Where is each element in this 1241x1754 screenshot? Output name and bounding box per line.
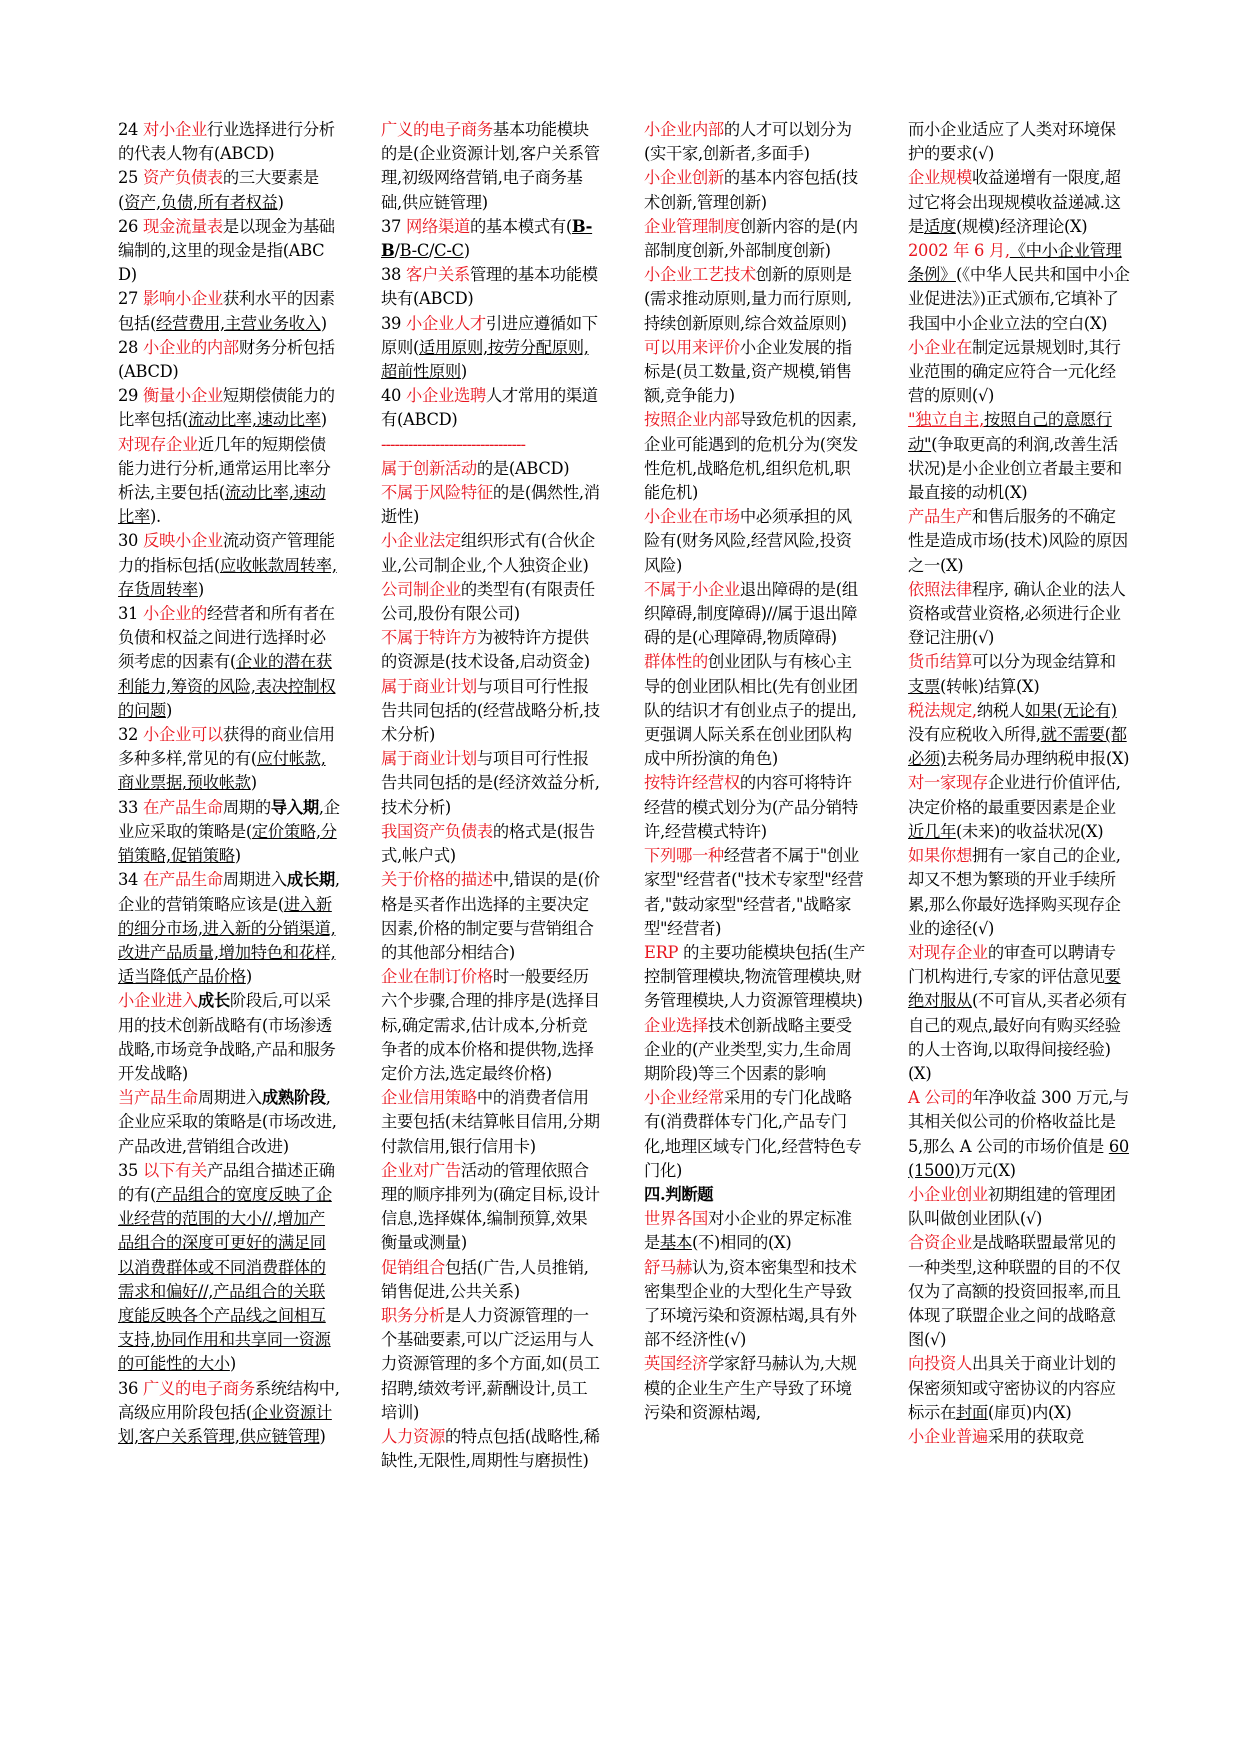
- text-run: 属于创新活动: [381, 458, 477, 478]
- text-run: 对一家现存: [908, 773, 988, 793]
- text-run: 成长: [197, 991, 230, 1011]
- text-run: ,企业应采取的策略是(: [118, 797, 340, 841]
- paragraph: [908, 118, 1130, 166]
- text-run: 小企业工艺技术: [644, 265, 756, 285]
- text-run: 小企业的内部: [143, 337, 239, 357]
- text-run: (不)相同的(X): [691, 1233, 792, 1253]
- text-run: 2002 年 6 月,: [908, 241, 1010, 261]
- text-run: 对现存企业: [908, 942, 988, 962]
- text-run: 引进应遵循如下原则(: [381, 313, 598, 357]
- text-run: 不属于小企业: [644, 579, 740, 599]
- paragraph: [381, 1304, 603, 1425]
- text-run: 舒马赫: [644, 1257, 692, 1277]
- text-run: 广义的电子商务: [381, 120, 493, 139]
- paragraph: [644, 215, 866, 263]
- text-run: 小企业发展的指标是(员工数量,资产规模,销售额,竞争能力): [644, 337, 852, 406]
- paragraph: [381, 1159, 603, 1256]
- text-run: 应付帐款,商业票据,预收帐款: [118, 749, 326, 793]
- text-run: 36: [118, 1378, 143, 1398]
- text-run: 支票: [908, 676, 940, 696]
- paragraph: [644, 1086, 866, 1183]
- paragraph: [908, 1425, 1130, 1449]
- text-run: 按特许经营权: [644, 773, 740, 793]
- text-run: 导入期: [270, 797, 319, 817]
- text-run: 经营者不属于"创业家型"经营者("技术专家型"经营者,"鼓动家型"经营者,"战略家型"经营者): [644, 846, 864, 938]
- text-run: 的基本内容包括(技术创新,管理创新): [644, 168, 858, 212]
- text-run: 技术创新战略主要受企业的(产业类型,实力,生命周期阶段)等三个因素的影响: [644, 1015, 852, 1083]
- text-run: 小企业法定: [381, 531, 461, 551]
- text-run: 就不需要(都必须): [908, 725, 1127, 769]
- text-run: 拥有一家自己的企业,却又不想为繁琐的开业手续所累,那么你最好选择购买现存企业的途径(√): [908, 846, 1121, 938]
- text-run: 小企业进入: [118, 991, 198, 1011]
- text-run: ): [165, 700, 173, 720]
- text-run: 促销组合: [381, 1257, 445, 1277]
- text-run: 短期偿债能力的比率包括(: [118, 386, 335, 430]
- text-run: /: [394, 241, 400, 261]
- paragraph: [908, 650, 1130, 698]
- text-run: 是以现金为基础编制的,这里的现金是指(ABCD): [118, 216, 335, 285]
- text-run: 企业资源计划,客户关系管理,供应链管理: [118, 1402, 332, 1446]
- text-run: 的格式是(报告式,帐户式): [381, 821, 595, 866]
- paragraph: [118, 433, 340, 530]
- text-run: 40: [381, 386, 406, 406]
- text-run: 应收帐款周转率,存货周转率: [118, 555, 337, 599]
- paragraph: [118, 529, 340, 602]
- paragraph: [381, 481, 603, 529]
- text-run: ,企业的营销策略应该是(: [118, 870, 340, 914]
- text-column-1: [118, 118, 340, 1449]
- text-run: 的是(ABCD): [476, 458, 570, 478]
- text-run: 反映小企业: [143, 531, 223, 551]
- text-run: (争取更高的利润,改善生活状况)是小企业创立者最主要和最直接的动机(X): [908, 434, 1122, 503]
- paragraph: [644, 1014, 866, 1087]
- text-run: 流动资产管理能力的指标包括(: [118, 531, 335, 575]
- text-run: 属于商业计划: [381, 749, 477, 769]
- document-page: [118, 118, 1138, 1678]
- text-run: ): [320, 313, 327, 333]
- text-run: 职务分析: [381, 1305, 445, 1325]
- text-run: 的内容可将特许经营的模式划分为(产品分销特许,经营模式特许): [644, 773, 858, 841]
- text-run: 企业管理制度: [644, 216, 740, 236]
- paragraph: [908, 166, 1130, 239]
- paragraph: [118, 287, 340, 335]
- text-run: 基本: [659, 1233, 692, 1253]
- text-run: 周期进入: [222, 870, 287, 890]
- text-run: 31: [118, 604, 143, 624]
- paragraph: [644, 408, 866, 505]
- text-run: 去税务局办理纳税申报(X): [946, 749, 1130, 769]
- text-run: 企业在制订价格: [381, 967, 493, 987]
- text-run: 小企业创业: [908, 1184, 988, 1204]
- paragraph: [118, 215, 340, 288]
- paragraph: [381, 312, 603, 385]
- text-run: ): [319, 1426, 326, 1446]
- text-run: (扉页)内(X): [987, 1402, 1072, 1422]
- paragraph: [381, 675, 603, 748]
- text-run: C-C: [434, 241, 464, 261]
- text-run: 封面: [955, 1402, 988, 1422]
- text-run: 周期的: [222, 797, 271, 817]
- text-run: 近几年: [908, 821, 956, 841]
- text-run: 认为,资本密集型和技术密集型企业的大型化生产导致了环境污染和资源枯竭,具有外部不经济性(√): [644, 1257, 857, 1350]
- text-run: 我国资产负债表: [381, 821, 493, 841]
- text-run: 当产品生命: [118, 1088, 198, 1108]
- text-run: 合资企业: [908, 1233, 972, 1253]
- text-run: ): [250, 773, 257, 793]
- paragraph: [644, 166, 866, 214]
- paragraph: [118, 118, 340, 166]
- paragraph: [644, 578, 866, 651]
- paragraph: [381, 626, 603, 674]
- text-run: 企业进行价值评估,决定价格的最重要因素是企业: [908, 773, 1121, 817]
- paragraph: [381, 529, 603, 577]
- paragraph: [644, 118, 866, 166]
- text-run: 阶段后,可以采用的技术创新战略有(市场渗透战略,市场竞争战略,产品和服务开发战略): [118, 991, 336, 1083]
- paragraph: [118, 166, 340, 214]
- text-run: 小企业创新: [644, 168, 724, 188]
- paragraph: [118, 384, 340, 432]
- text-run: 税法规定,: [908, 700, 977, 720]
- text-run: 财务分析包括(ABCD): [118, 337, 335, 382]
- paragraph: [908, 505, 1130, 578]
- text-run: 近几年的短期偿债能力进行分析,通常运用比率分析法,主要包括(: [118, 434, 331, 503]
- text-run: 依照法律: [908, 579, 972, 599]
- paragraph: [381, 965, 603, 1086]
- text-run: ): [320, 410, 327, 430]
- paragraph: [381, 578, 603, 626]
- text-run: 学家舒马赫认为,大规模的企业生产生产导致了环境污染和资源枯竭,: [644, 1354, 857, 1422]
- text-run: 中必须承担的风险有(财务风险,经营风险,投资风险): [644, 507, 852, 575]
- text-run: 出具关于商业计划的保密须知或守密协议的内容应标示在: [908, 1354, 1116, 1422]
- text-run: 企业信用策略: [381, 1088, 477, 1108]
- text-run: 27: [118, 289, 143, 309]
- text-run: 小企业内部: [644, 120, 724, 139]
- paragraph: [908, 771, 1130, 844]
- paragraph: [118, 796, 340, 869]
- text-run: 世界各国: [644, 1209, 708, 1229]
- text-run: 24: [118, 120, 143, 139]
- paragraph: [908, 408, 1130, 505]
- text-run: 现金流量表: [143, 216, 223, 236]
- text-run: 的人才可以划分为(实干家,创新者,多面手): [644, 120, 852, 164]
- text-run: 如果(无论有): [1024, 700, 1117, 720]
- text-column-3: [644, 118, 866, 1425]
- text-run: 关于价格的描述: [381, 870, 493, 890]
- paragraph: [381, 1425, 603, 1473]
- paragraph: [644, 941, 866, 1014]
- text-run: 适度: [923, 216, 956, 236]
- paragraph: [644, 336, 866, 409]
- text-run: ): [460, 362, 467, 382]
- text-run: 的基本模式有(: [469, 216, 572, 236]
- text-run: 产品生产: [908, 507, 972, 527]
- text-run: 的类型有(有限责任公司,股份有限公司): [381, 579, 595, 624]
- text-run: 小企业的: [143, 604, 207, 624]
- text-run: 29: [118, 386, 143, 406]
- paragraph: [908, 1352, 1130, 1425]
- text-run: 四.判断题: [644, 1184, 714, 1204]
- text-run: 26: [118, 216, 143, 236]
- text-run: (未来)的收益状况(X): [955, 821, 1104, 841]
- text-run: 企业选择: [644, 1015, 708, 1035]
- text-run: 进入新的细分市场,进入新的分销渠道,改进产品质量,增加特色和花样,适当降低产品价格: [118, 894, 336, 987]
- paragraph: [118, 1159, 340, 1377]
- text-run: 小企业在市场: [644, 507, 740, 527]
- text-run: (《中华人民共和国中小企业促进法》)正式颁布,它填补了我国中小企业立法的空白(X): [908, 265, 1130, 333]
- text-run: 活动的管理依照合理的顺序排列为(确定目标,设计信息,选择媒体,编制预算,效果衡量或测量): [381, 1160, 600, 1253]
- text-run: 以下有关: [143, 1160, 207, 1180]
- paragraph: [908, 941, 1130, 1086]
- text-run: 37: [381, 216, 406, 236]
- text-run: 属于商业计划: [381, 676, 477, 696]
- text-run: 客户关系: [406, 265, 470, 285]
- text-run: 小企业普遍: [908, 1426, 988, 1446]
- paragraph: [381, 215, 603, 263]
- text-run: 对小企业的界定标准是: [644, 1209, 852, 1253]
- text-run: 行业选择进行分析的代表人物有(ABCD): [118, 120, 335, 164]
- paragraph: [381, 433, 603, 457]
- text-run: 包括(广告,人员推销,销售促进,公共关系): [381, 1257, 589, 1301]
- text-run: 经营者和所有者在负债和权益之间进行选择时必须考虑的因素有(: [118, 604, 335, 672]
- text-run: 纳税人: [976, 700, 1025, 720]
- text-run: 年净收益 300 万元,与其相关似公司的价格收益比是 5,那么 A 公司的市场价值是: [908, 1088, 1129, 1156]
- text-run: 28: [118, 337, 143, 357]
- text-run: 程序, 确认企业的法人资格或营业资格,必须进行企业登记注册(√): [908, 579, 1126, 648]
- text-run: 收益递增有一限度,超过它将会出现规模收益递减.这是: [908, 168, 1121, 236]
- text-run: 资产,负债,所有者权益: [124, 192, 278, 212]
- text-run: B-B: [381, 216, 593, 261]
- text-run: 企业的潜在获利能力,筹资的风险,表决控制权的问题: [118, 652, 336, 720]
- text-run: 基本功能模块的是(企业资源计划,客户关系管理,初级网络营销,电子商务基础,供应链管理): [381, 120, 600, 212]
- text-run: 下列哪一种: [644, 846, 724, 866]
- paragraph: [381, 820, 603, 868]
- paragraph: [381, 747, 603, 820]
- text-run: 《中小企业管理条例》: [908, 241, 1122, 285]
- text-run: 广义的电子商务: [143, 1378, 255, 1398]
- text-run: B-C: [399, 241, 429, 261]
- text-run: 时一般要经历六个步骤,合理的排序是(选择目标,确定需求,估计成本,分析竞争者的成本价格和提供物,选择定价方法,选定最终价格): [381, 967, 600, 1083]
- text-run: 的是(偶然性,消逝性): [381, 483, 600, 527]
- text-run: ): [463, 241, 470, 261]
- text-run: 的主要功能模块包括(生产控制管理模块,物流管理模块,财务管理模块,人力资源管理模块): [644, 942, 865, 1011]
- text-column-2: [381, 118, 603, 1473]
- text-run: 25: [118, 168, 143, 188]
- text-run: 对小企业: [143, 120, 207, 139]
- paragraph: [644, 1352, 866, 1425]
- text-column-4: [908, 118, 1130, 1449]
- text-run: 公司制企业: [381, 579, 461, 599]
- text-run: 的审查可以聘请专门机构进行,专家的评估意见: [908, 942, 1116, 987]
- text-run: 可以分为现金结算和: [971, 652, 1116, 672]
- text-run: 要绝对服从: [908, 967, 1121, 1011]
- paragraph: [908, 1231, 1130, 1352]
- text-run: 与项目可行性报告共同包括的是(经济效益分析,技术分析): [381, 749, 600, 817]
- text-run: 30: [118, 531, 143, 551]
- text-run: 货币结算: [908, 652, 972, 672]
- text-run: (不可盲从,买者必须有自己的观点,最好向有购买经验的人士咨询,以取得间接经验)(X): [908, 991, 1127, 1083]
- text-run: ): [229, 1354, 236, 1374]
- text-run: 资产负债表: [143, 168, 223, 188]
- text-run: /: [428, 241, 435, 261]
- paragraph: [118, 602, 340, 723]
- paragraph: [381, 384, 603, 432]
- text-run: A 公司的: [908, 1088, 973, 1108]
- text-run: 网络渠道: [406, 216, 470, 236]
- text-run: 与项目可行性报告共同包括的(经营战略分析,技术分析): [381, 676, 600, 745]
- text-run: 流动比率,速动比率: [118, 483, 326, 527]
- paragraph: [908, 844, 1130, 941]
- text-run: (规模)经济理论(X): [955, 216, 1088, 236]
- text-run: 成熟阶段: [261, 1088, 326, 1108]
- text-run: 小企业在: [908, 337, 972, 357]
- text-run: 周期进入: [197, 1088, 262, 1108]
- text-run: 按照企业内部: [644, 410, 740, 430]
- paragraph: [118, 1377, 340, 1450]
- text-run: 成长期: [286, 870, 335, 890]
- text-run: 不属于特许方: [381, 628, 477, 648]
- text-run: 定价策略,分销策略,促销策略: [118, 821, 337, 866]
- text-run: 群体性的: [644, 652, 708, 672]
- text-run: 没有应税收入所得,: [908, 725, 1041, 745]
- paragraph: [381, 1086, 603, 1159]
- text-run: 管理的基本功能模块有(ABCD): [381, 265, 598, 309]
- text-run: 创新内容的是(内部制度创新,外部制度创新): [644, 216, 858, 261]
- paragraph: [908, 1183, 1130, 1231]
- paragraph: [118, 336, 340, 384]
- paragraph: [908, 239, 1130, 336]
- text-run: 小企业可以: [143, 725, 223, 745]
- text-run: 组织形式有(合伙企业,公司制企业,个人独资企业): [381, 531, 595, 575]
- text-run: 对现存企业: [118, 434, 198, 454]
- text-run: 39: [381, 313, 406, 333]
- text-run: 和售后服务的不确定性是造成市场(技术)风险的原因之一(X): [908, 507, 1128, 575]
- text-run: ): [234, 846, 241, 866]
- text-run: 的三大要素是(: [118, 168, 319, 212]
- paragraph: [381, 1256, 603, 1304]
- text-run: (转帐)结算(X): [939, 676, 1040, 696]
- text-run: 而小企业适应了人类对环境保护的要求(√): [908, 120, 1116, 164]
- paragraph: [644, 1183, 866, 1207]
- text-run: 是人力资源管理的一个基础要素,可以广泛运用与人力资源管理的多个方面,如(员工招聘,绩效考评,薪酬设计,员工培训): [381, 1305, 600, 1422]
- text-run: 经营费用,主营业务收入: [156, 313, 321, 333]
- text-run: 退出障碍的是(组织障碍,制度障碍)//属于退出障碍的是(心理障碍,物质障碍): [644, 579, 858, 648]
- paragraph: [381, 118, 603, 215]
- text-run: 按照自己的意愿行动": [908, 410, 1112, 454]
- text-run: 小企业人才: [406, 313, 486, 333]
- text-run: 35: [118, 1160, 143, 1180]
- text-run: 流动比率,速动比率: [187, 410, 321, 430]
- text-run: 38: [381, 265, 406, 285]
- text-run: 在产品生命: [143, 870, 223, 890]
- text-run: 获得的商业信用多种多样,常见的有(: [118, 725, 335, 769]
- text-run: 系统结构中,高级应用阶段包括(: [118, 1378, 340, 1422]
- text-run: 如果你想: [908, 846, 972, 866]
- text-run: 中,错误的是(价格是买者作出选择的主要决定因素,价格的制定要与营销组合的其他部分相结合): [381, 870, 600, 962]
- text-run: 不属于风险特征: [381, 483, 493, 503]
- paragraph: [644, 844, 866, 941]
- text-run: ).: [149, 507, 161, 527]
- text-run: ): [245, 967, 252, 987]
- paragraph: [118, 868, 340, 989]
- text-run: 60(1500): [908, 1136, 1129, 1180]
- paragraph: [644, 505, 866, 578]
- text-run: 适用原则,按劳分配原则,超前性原则: [381, 337, 589, 382]
- paragraph: [118, 1086, 340, 1159]
- paragraph: [118, 723, 340, 796]
- text-run: 企业对广告: [381, 1160, 461, 1180]
- paragraph: [644, 1207, 866, 1255]
- paragraph: [381, 868, 603, 965]
- text-run: 向投资人: [908, 1354, 972, 1374]
- paragraph: [644, 771, 866, 844]
- paragraph: [908, 336, 1130, 409]
- text-run: 制定远景规划时,其行业范围的确定应符合一元化经营的原则(√): [908, 337, 1121, 406]
- paragraph: [908, 1086, 1130, 1183]
- text-run: 导致危机的因素,企业可能遇到的危机分为(突发性危机,战略危机,组织危机,职能危机): [644, 410, 858, 503]
- text-run: 32: [118, 725, 143, 745]
- text-run: ERP: [644, 942, 679, 962]
- text-run: 创业团队与有核心主导的创业团队相比(先有创业团队的结识才有创业点子的提出,更强调人际关系在创业团队构成中所扮演的角色): [644, 652, 858, 769]
- text-run: 初期组建的管理团队叫做创业团队(√): [908, 1184, 1116, 1229]
- text-run: 为被特许方提供的资源是(技术设备,启动资金): [381, 628, 590, 672]
- text-run: 衡量小企业: [143, 386, 223, 406]
- text-run: 产品组合的宽度反映了企业经营的范围的大小//,增加产品组合的深度可更好的满足同以消费群体或不同消费群体的需求和偏好//,产品组合的关联度能反映各个产品线之间相互支持,协同作用和共享同一资源的可能性的大小: [118, 1184, 332, 1374]
- text-run: 影响小企业: [143, 289, 223, 309]
- text-run: 采用的获取竞: [987, 1426, 1084, 1446]
- paragraph: [381, 457, 603, 481]
- text-run: 的特点包括(战略性,稀缺性,无限性,周期性与磨损性): [381, 1426, 600, 1471]
- text-run: 人力资源: [381, 1426, 445, 1446]
- text-run: 获利水平的因素包括(: [118, 289, 335, 333]
- text-run: 34: [118, 870, 143, 890]
- text-run: 中的消费者信用主要包括(未结算帐目信用,分期付款信用,银行信用卡): [381, 1088, 600, 1156]
- text-run: 小企业选聘: [406, 386, 486, 406]
- paragraph: [908, 699, 1130, 772]
- text-run: 采用的专门化战略有(消费群体专门化,产品专门化,地理区域专门化,经营特色专门化): [644, 1088, 862, 1180]
- text-run: 33: [118, 797, 143, 817]
- text-run: 小企业经常: [644, 1088, 724, 1108]
- paragraph: [644, 650, 866, 771]
- text-run: 可以用来评价: [644, 337, 740, 357]
- paragraph: [644, 1256, 866, 1353]
- text-run: 在产品生命: [143, 797, 223, 817]
- paragraph: [381, 263, 603, 311]
- text-run: ,企业应采取的策略是(市场改进,产品改进,营销组合改进): [118, 1088, 337, 1156]
- text-run: ): [197, 579, 204, 599]
- text-run: ): [277, 192, 284, 212]
- text-run: --------------------------------: [381, 434, 526, 454]
- text-run: 万元(X): [960, 1160, 1016, 1180]
- text-run: 英国经济: [644, 1354, 708, 1374]
- text-run: "独立自主,: [908, 410, 984, 430]
- text-run: 产品组合描述正确的有(: [118, 1160, 335, 1204]
- text-run: 企业规模: [908, 168, 972, 188]
- text-run: 创新的原则是(需求推动原则,量力而行原则,持续创新原则,综合效益原则): [644, 265, 852, 333]
- paragraph: [644, 263, 866, 336]
- paragraph: [118, 989, 340, 1086]
- text-run: 是战略联盟最常见的一种类型,这种联盟的目的不仅仅为了高额的投资回报率,而且体现了联盟企业之间的战略意图(√): [908, 1233, 1121, 1350]
- text-run: 人才常用的渠道有(ABCD): [381, 386, 598, 430]
- paragraph: [908, 578, 1130, 651]
